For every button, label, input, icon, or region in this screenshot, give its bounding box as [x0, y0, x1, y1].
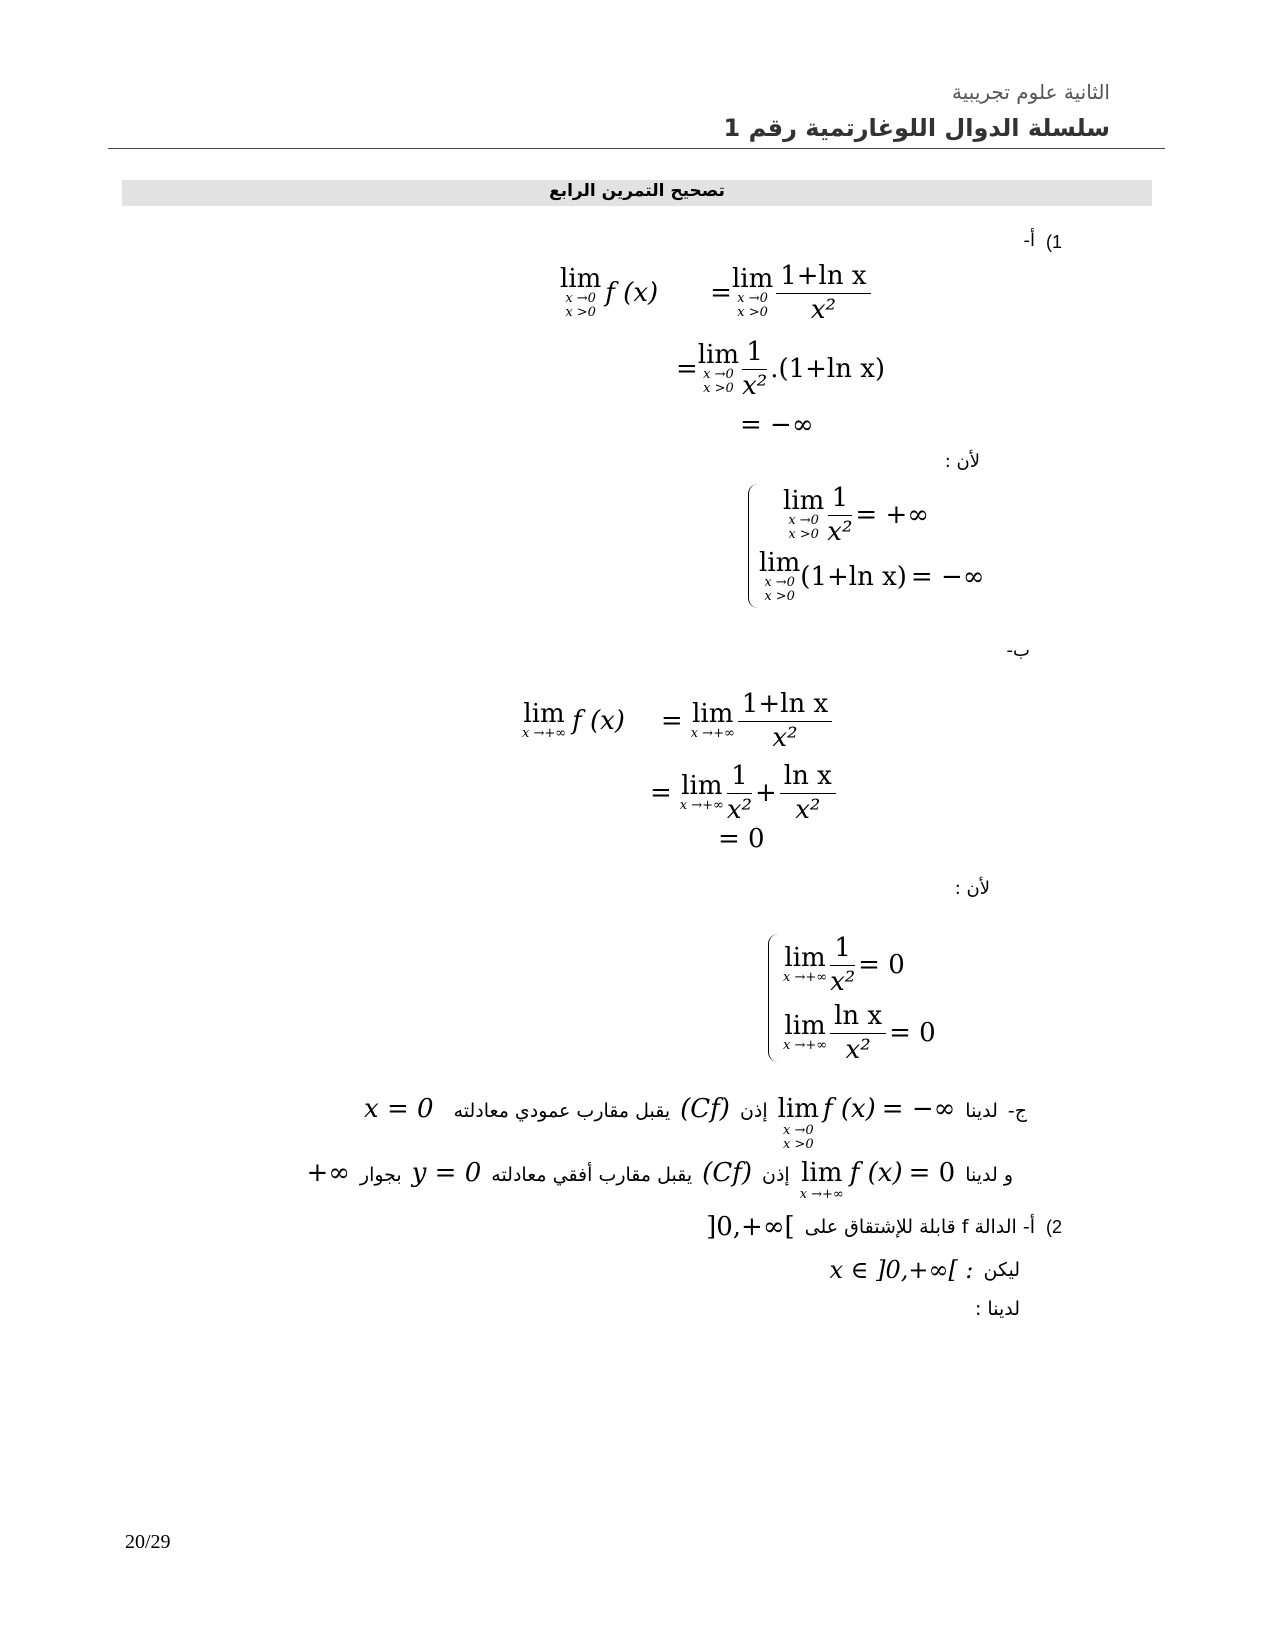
question-2-number: (2	[1046, 1217, 1063, 1237]
question-1-number: (1	[1046, 232, 1063, 252]
fraction: $\frac{\text{1+ln x}}{\text{x²}}$	[776, 262, 870, 324]
limit-line-a2: = lim x →0 x >0 $\frac{1}{\text{x²}}$ .(1+ln x)	[676, 337, 886, 401]
limit-operator: lim x →0 x >0	[560, 264, 602, 321]
limit-line-b1: lim x →+∞ f (x) = lim x →+∞ $\frac{\text{1+ln x}}{\text{x²}}$	[522, 690, 835, 752]
section-title: تصحيح التمرين الرابع	[549, 181, 725, 201]
fraction: $\frac{1}{\text{x²}}$	[742, 337, 768, 401]
limit-result-a: = −∞	[740, 410, 814, 440]
because-label-2: لأن :	[954, 878, 990, 899]
page-number: 20/29	[125, 1531, 171, 1553]
fraction: $\frac{\text{ln x}}{\text{x²}}$	[780, 762, 836, 824]
limit-operator: lim x →+∞	[522, 699, 567, 742]
limit-operator: lim x →0 x >0	[731, 264, 774, 321]
header-subtitle: الثانية علوم تجريبية	[952, 80, 1110, 104]
because-label-1: لأن :	[944, 451, 980, 472]
header-title: سلسلة الدوال اللوغارتمية رقم 1	[723, 114, 1110, 142]
fraction: $\frac{\text{1+ln x}}{\text{x²}}$	[738, 690, 832, 752]
part-c-line-1: ج- لدينا lim x →0 x >0 f (x) = −∞ إذن (Cf) يقبل مقارب عمودي معادلته x = 0	[364, 1094, 1027, 1152]
limit-result-b: = 0	[718, 824, 765, 854]
limit-line-b2: = lim x →+∞ $\frac{1}{\text{x²}}$ + $\frac{\text{ln x}}{\text{x²}}$	[650, 762, 839, 824]
q2-line-2: ليكن x ∈ ]0,+∞[ :	[829, 1256, 1020, 1284]
fraction: $\frac{1}{\text{x²}}$	[726, 761, 752, 825]
limit-line-a1: lim x →0 x >0 f (x) = lim x →0 x >0 $\frac{\text{1+ln x}}{\text{x²}}$	[560, 262, 874, 324]
part-c-line-2: و لدينا lim x →+∞ f (x) = 0 إذن (Cf) يقبل مقارب أفقي معادلته y = 0 بجوار +∞	[306, 1158, 1013, 1202]
limit-system-2: lim x →+∞ $\frac{1}{\text{x²}}$ = 0 lim x →+∞ $\frac{\text{ln x}}{\text{x²}}$ = 0	[768, 934, 939, 1062]
part-a-label: أ-	[1023, 230, 1035, 251]
header-divider	[108, 148, 1165, 149]
limit-system-1: lim x →0 x >0 $\frac{1}{\text{x²}}$ = +∞ lim x →0 x >0 (1+ln x) = −∞	[748, 484, 959, 608]
q2-line-3: لدينا :	[974, 1298, 1020, 1320]
limit-operator: lim x →0 x >0	[697, 340, 740, 397]
part-b-label: ب-	[1006, 640, 1030, 661]
q2-line-1: أ- الدالة f قابلة للإشتقاق على ]0,+∞[	[706, 1212, 1035, 1242]
